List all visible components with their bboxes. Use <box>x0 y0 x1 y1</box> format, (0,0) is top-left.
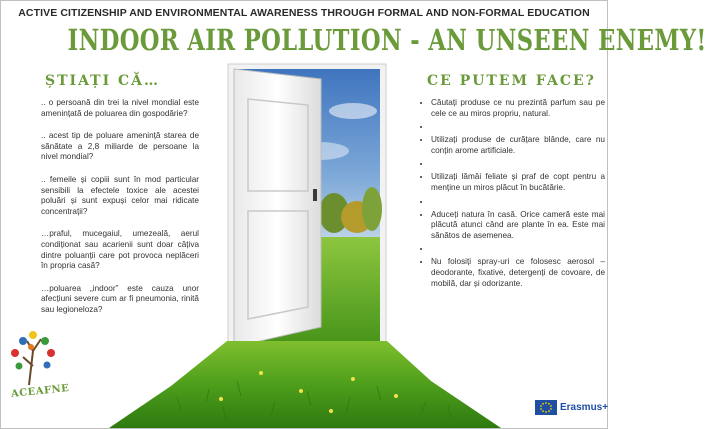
fact-paragraph: …praful, mucegaiul, umezeală, aerul condiționat sau acarienii sunt doar câțiva dintre poluanții care pot provoca neplăceri în propria casă? <box>41 229 199 271</box>
tips-list <box>419 98 605 292</box>
grass-path <box>109 341 501 428</box>
cloud <box>329 103 377 119</box>
left-column-title: ȘTIAȚI CĂ… <box>45 73 161 89</box>
eu-flag-icon <box>535 400 557 415</box>
fact-paragraph: .. o persoană din trei la nivel mondial este amenințată de poluarea din gospodărie? <box>41 98 199 118</box>
fact-paragraph: .. femeile și copiii sunt în mod particular sensibili la efectele toxice ale acestei poluări și sunt expuși celor mai ridicate concentrații? <box>41 174 199 216</box>
project-logo <box>11 331 55 385</box>
tip-item: • Utilizați lămâi feliate și praf de copt pentru a menține un miros plăcut în bucătărie. <box>431 172 605 193</box>
erasmus-text: Erasmus+ <box>560 402 609 413</box>
tip-item-empty <box>431 159 605 169</box>
fact-paragraph: .. acest tip de poluare amenință starea de sănătate a 2,8 miliarde de persoane la nivel mondial? <box>41 131 199 162</box>
right-column-title: CE PUTEM FACE? <box>427 73 596 89</box>
tip-item-empty <box>431 122 605 132</box>
tip-item: • Nu folosiți spray-uri ce folosesc aerosol – deodorante, fixative, detergenți de covoare, de mobilă, dar și odorizante. <box>431 257 605 289</box>
tip-item-empty <box>431 197 605 207</box>
erasmus-logo <box>535 400 609 418</box>
poster-title: INDOOR AIR POLLUTION - AN UNSEEN ENEMY! <box>67 23 707 57</box>
tip-item: • Utilizați produse de curățare blânde, care nu conțin arome artificiale. <box>431 135 605 156</box>
fact-paragraph: …poluarea „indoor” este cauza unor afecțiuni severe cum ar fi pneumonia, rinită sau legioneloza? <box>41 283 199 314</box>
tip-item-empty <box>431 244 605 254</box>
door-handle <box>313 189 317 201</box>
facts-column <box>41 98 199 328</box>
project-header: ACTIVE CITIZENSHIP AND ENVIRONMENTAL AWARENESS THROUGH FORMAL AND NON-FORMAL EDUCATION <box>18 7 590 19</box>
tree <box>362 187 382 231</box>
project-logo-text: ACEAFNE <box>10 382 70 401</box>
tip-item: • Aduceți natura în casă. Orice cameră este mai plăcută atunci când are plante în ea. Este mai sănătos de asemenea. <box>431 210 605 242</box>
tip-item: • Căutați produse ce nu prezintă parfum sau pe cele ce au miros propriu, natural. <box>431 98 605 119</box>
